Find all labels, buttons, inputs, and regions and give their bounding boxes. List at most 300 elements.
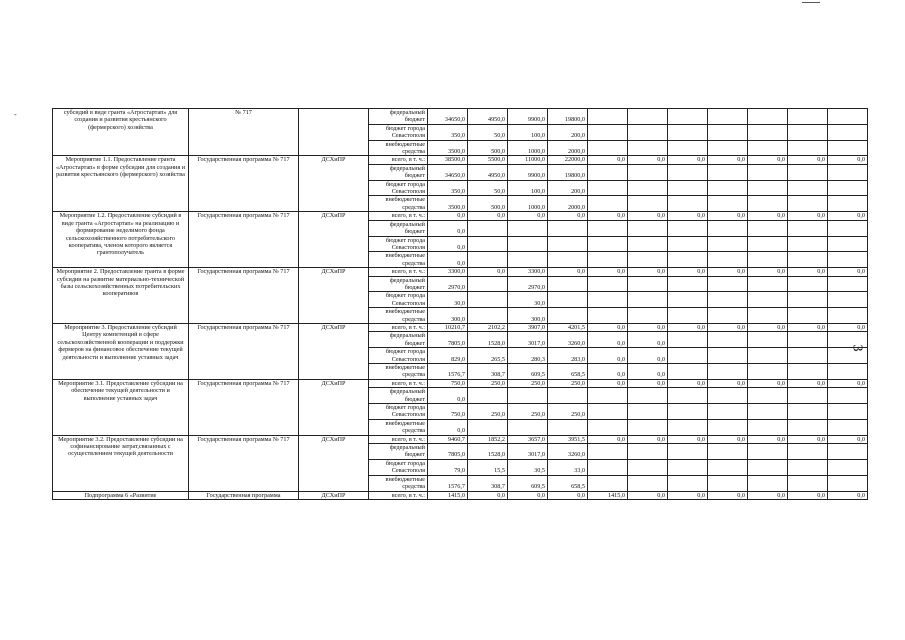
- amount-cell: [748, 475, 788, 491]
- amount-cell: 0,0: [548, 268, 588, 276]
- funding-source-cell: всего, в т. ч.:: [369, 379, 428, 387]
- amount-cell: 0,0: [748, 323, 788, 331]
- amount-cell: [708, 220, 748, 236]
- amount-cell: [468, 220, 508, 236]
- amount-cell: [828, 364, 868, 380]
- amount-cell: [748, 308, 788, 324]
- amount-cell: 0,0: [748, 156, 788, 164]
- funding-source-cell: федеральный бюджет: [369, 109, 428, 125]
- funding-source-cell: всего, в т. ч.:: [369, 435, 428, 443]
- amount-cell: 79,0: [428, 459, 468, 475]
- amount-cell: [468, 308, 508, 324]
- amount-cell: [788, 276, 828, 292]
- amount-cell: 609,5: [508, 364, 548, 380]
- amount-cell: 3300,0: [508, 268, 548, 276]
- amount-cell: [708, 164, 748, 180]
- amount-cell: [588, 180, 628, 196]
- amount-cell: [788, 348, 828, 364]
- amount-cell: 0,0: [748, 268, 788, 276]
- amount-cell: [668, 140, 708, 156]
- amount-cell: [628, 124, 668, 140]
- amount-cell: 0,0: [708, 379, 748, 387]
- activity-name-cell: Мероприятие 3.2. Предоставление субсидии на софинансирование затрат,связанных с осуществлением текущей деятельности: [53, 435, 189, 491]
- table-row: [53, 212, 868, 220]
- amount-cell: [548, 236, 588, 252]
- amount-cell: [828, 332, 868, 348]
- amount-cell: 300,0: [508, 308, 548, 324]
- amount-cell: 10210,7: [428, 323, 468, 331]
- amount-cell: 0,0: [428, 252, 468, 268]
- amount-cell: [828, 276, 868, 292]
- amount-cell: [588, 196, 628, 212]
- amount-cell: [748, 332, 788, 348]
- amount-cell: 350,0: [428, 124, 468, 140]
- amount-cell: 4950,0: [468, 109, 508, 125]
- program-cell: Государственная программа № 717: [189, 212, 299, 268]
- amount-cell: [708, 292, 748, 308]
- amount-cell: 19800,0: [548, 164, 588, 180]
- amount-cell: [668, 332, 708, 348]
- amount-cell: 3260,0: [548, 332, 588, 348]
- amount-cell: [668, 348, 708, 364]
- amount-cell: [748, 348, 788, 364]
- amount-cell: [828, 308, 868, 324]
- amount-cell: 0,0: [828, 323, 868, 331]
- amount-cell: 658,5: [548, 364, 588, 380]
- amount-cell: [788, 444, 828, 460]
- amount-cell: [628, 236, 668, 252]
- amount-cell: [668, 220, 708, 236]
- amount-cell: [828, 252, 868, 268]
- amount-cell: 350,0: [428, 180, 468, 196]
- amount-cell: 0,0: [548, 491, 588, 499]
- amount-cell: 658,5: [548, 475, 588, 491]
- amount-cell: [668, 292, 708, 308]
- amount-cell: [628, 292, 668, 308]
- amount-cell: [788, 196, 828, 212]
- amount-cell: 500,0: [468, 140, 508, 156]
- executor-cell: ДСХиПР: [299, 268, 369, 324]
- amount-cell: [748, 164, 788, 180]
- amount-cell: [708, 124, 748, 140]
- amount-cell: [588, 164, 628, 180]
- executor-cell: [299, 109, 369, 156]
- table-row: [53, 435, 868, 443]
- amount-cell: 0,0: [588, 212, 628, 220]
- funding-source-cell: бюджет города Севастополя: [369, 348, 428, 364]
- amount-cell: 265,5: [468, 348, 508, 364]
- amount-cell: 0,0: [508, 491, 548, 499]
- amount-cell: [468, 388, 508, 404]
- amount-cell: 3300,0: [428, 268, 468, 276]
- corner-mark: [802, 2, 820, 3]
- amount-cell: [788, 332, 828, 348]
- amount-cell: 1576,7: [428, 475, 468, 491]
- amount-cell: 0,0: [428, 419, 468, 435]
- amount-cell: 0,0: [628, 268, 668, 276]
- page-number: 3: [849, 344, 865, 352]
- funding-source-cell: бюджет города Севастополя: [369, 236, 428, 252]
- amount-cell: 200,0: [548, 124, 588, 140]
- amount-cell: [708, 109, 748, 125]
- amount-cell: 250,0: [548, 379, 588, 387]
- program-cell: Государственная программа: [189, 491, 299, 499]
- amount-cell: 0,0: [628, 323, 668, 331]
- funding-source-cell: федеральный бюджет: [369, 276, 428, 292]
- amount-cell: [788, 388, 828, 404]
- amount-cell: 9460,7: [428, 435, 468, 443]
- amount-cell: 0,0: [788, 212, 828, 220]
- amount-cell: 3500,0: [428, 196, 468, 212]
- amount-cell: [588, 292, 628, 308]
- program-cell: Государственная программа № 717: [189, 435, 299, 491]
- amount-cell: [828, 180, 868, 196]
- amount-cell: [828, 388, 868, 404]
- amount-cell: 4950,0: [468, 164, 508, 180]
- amount-cell: [708, 364, 748, 380]
- amount-cell: [668, 419, 708, 435]
- amount-cell: [628, 444, 668, 460]
- amount-cell: 0,0: [628, 156, 668, 164]
- amount-cell: 500,0: [468, 196, 508, 212]
- amount-cell: 3907,0: [508, 323, 548, 331]
- amount-cell: 2000,0: [548, 140, 588, 156]
- amount-cell: [548, 252, 588, 268]
- amount-cell: 30,5: [508, 459, 548, 475]
- amount-cell: 280,3: [508, 348, 548, 364]
- amount-cell: [788, 164, 828, 180]
- amount-cell: [508, 220, 548, 236]
- amount-cell: [708, 475, 748, 491]
- executor-cell: ДСХиПР: [299, 435, 369, 491]
- amount-cell: 0,0: [428, 236, 468, 252]
- amount-cell: [788, 404, 828, 420]
- amount-cell: 3951,5: [548, 435, 588, 443]
- amount-cell: 0,0: [788, 379, 828, 387]
- amount-cell: [588, 308, 628, 324]
- amount-cell: [668, 388, 708, 404]
- amount-cell: [748, 419, 788, 435]
- amount-cell: 0,0: [748, 435, 788, 443]
- amount-cell: [548, 419, 588, 435]
- amount-cell: [668, 404, 708, 420]
- amount-cell: [508, 236, 548, 252]
- executor-cell: ДСХиПР: [299, 212, 369, 268]
- amount-cell: 2970,0: [428, 276, 468, 292]
- amount-cell: 0,0: [708, 268, 748, 276]
- amount-cell: 0,0: [788, 323, 828, 331]
- amount-cell: [668, 124, 708, 140]
- amount-cell: [828, 444, 868, 460]
- amount-cell: [708, 332, 748, 348]
- amount-cell: 0,0: [788, 156, 828, 164]
- amount-cell: [548, 292, 588, 308]
- amount-cell: [708, 308, 748, 324]
- amount-cell: [588, 140, 628, 156]
- amount-cell: [788, 220, 828, 236]
- amount-cell: [668, 180, 708, 196]
- amount-cell: 0,0: [748, 212, 788, 220]
- amount-cell: 30,0: [428, 292, 468, 308]
- amount-cell: [748, 292, 788, 308]
- amount-cell: [708, 140, 748, 156]
- amount-cell: [628, 140, 668, 156]
- amount-cell: 0,0: [468, 268, 508, 276]
- amount-cell: [708, 236, 748, 252]
- amount-cell: 0,0: [468, 491, 508, 499]
- amount-cell: [628, 475, 668, 491]
- amount-cell: [628, 388, 668, 404]
- amount-cell: [628, 220, 668, 236]
- amount-cell: [828, 220, 868, 236]
- amount-cell: [828, 109, 868, 125]
- amount-cell: [828, 475, 868, 491]
- amount-cell: [788, 140, 828, 156]
- amount-cell: 0,0: [588, 348, 628, 364]
- amount-cell: 0,0: [668, 212, 708, 220]
- amount-cell: 34650,0: [428, 109, 468, 125]
- amount-cell: [708, 180, 748, 196]
- amount-cell: [628, 109, 668, 125]
- amount-cell: 0,0: [588, 268, 628, 276]
- amount-cell: [468, 419, 508, 435]
- amount-cell: [628, 308, 668, 324]
- amount-cell: 33,0: [548, 459, 588, 475]
- amount-cell: [588, 124, 628, 140]
- amount-cell: [828, 419, 868, 435]
- amount-cell: 50,0: [468, 180, 508, 196]
- amount-cell: 1852,2: [468, 435, 508, 443]
- amount-cell: 0,0: [628, 435, 668, 443]
- amount-cell: [748, 180, 788, 196]
- funding-source-cell: бюджет города Севастополя: [369, 180, 428, 196]
- funding-source-cell: федеральный бюджет: [369, 444, 428, 460]
- amount-cell: [748, 124, 788, 140]
- amount-cell: 0,0: [428, 220, 468, 236]
- amount-cell: [708, 459, 748, 475]
- amount-cell: [588, 388, 628, 404]
- executor-cell: ДСХиПР: [299, 156, 369, 212]
- amount-cell: 1415,0: [428, 491, 468, 499]
- amount-cell: [748, 388, 788, 404]
- amount-cell: 0,0: [708, 323, 748, 331]
- amount-cell: 3260,0: [548, 444, 588, 460]
- funding-source-cell: внебюджетные средства: [369, 364, 428, 380]
- amount-cell: [628, 164, 668, 180]
- amount-cell: 250,0: [468, 379, 508, 387]
- funding-source-cell: бюджет города Севастополя: [369, 459, 428, 475]
- amount-cell: 0,0: [628, 212, 668, 220]
- amount-cell: 9900,0: [508, 109, 548, 125]
- amount-cell: [588, 404, 628, 420]
- amount-cell: 3017,0: [508, 444, 548, 460]
- activity-name-cell: Мероприятие 3.1. Предоставление субсидии на обеспечение текущей деятельности и выполнение уставных задач: [53, 379, 189, 435]
- funding-source-cell: бюджет города Севастополя: [369, 292, 428, 308]
- amount-cell: [788, 292, 828, 308]
- amount-cell: [828, 196, 868, 212]
- amount-cell: 30,0: [508, 292, 548, 308]
- amount-cell: [628, 459, 668, 475]
- amount-cell: 308,7: [468, 475, 508, 491]
- amount-cell: 34650,0: [428, 164, 468, 180]
- amount-cell: [668, 459, 708, 475]
- amount-cell: 283,0: [548, 348, 588, 364]
- amount-cell: 0,0: [668, 156, 708, 164]
- amount-cell: [668, 308, 708, 324]
- program-cell: № 717: [189, 109, 299, 156]
- amount-cell: 7805,0: [428, 332, 468, 348]
- amount-cell: [828, 459, 868, 475]
- amount-cell: [588, 276, 628, 292]
- amount-cell: 0,0: [708, 212, 748, 220]
- amount-cell: 750,0: [428, 404, 468, 420]
- amount-cell: [788, 475, 828, 491]
- amount-cell: 7805,0: [428, 444, 468, 460]
- table-row: [53, 323, 868, 331]
- table-row: [53, 109, 868, 125]
- amount-cell: [708, 404, 748, 420]
- funding-source-cell: федеральный бюджет: [369, 220, 428, 236]
- amount-cell: [748, 276, 788, 292]
- amount-cell: [788, 459, 828, 475]
- amount-cell: [668, 109, 708, 125]
- funding-source-cell: федеральный бюджет: [369, 388, 428, 404]
- amount-cell: [748, 444, 788, 460]
- funding-source-cell: внебюджетные средства: [369, 475, 428, 491]
- amount-cell: 1000,0: [508, 140, 548, 156]
- amount-cell: 0,0: [588, 323, 628, 331]
- amount-cell: [548, 276, 588, 292]
- table-body: [53, 109, 868, 500]
- amount-cell: 0,0: [548, 212, 588, 220]
- activity-name-cell: субсидий в виде гранта «Агростартап» для создания и развития крестьянского (фермерского) хозяйства: [53, 109, 189, 156]
- amount-cell: [588, 419, 628, 435]
- funding-source-cell: внебюджетные средства: [369, 308, 428, 324]
- edge-mark: -: [14, 110, 17, 119]
- program-cell: Государственная программа № 717: [189, 156, 299, 212]
- amount-cell: 1576,7: [428, 364, 468, 380]
- amount-cell: [668, 276, 708, 292]
- amount-cell: [668, 196, 708, 212]
- amount-cell: 0,0: [708, 435, 748, 443]
- funding-source-cell: всего, в т. ч.:: [369, 156, 428, 164]
- funding-source-cell: внебюджетные средства: [369, 252, 428, 268]
- amount-cell: [828, 404, 868, 420]
- amount-cell: 0,0: [628, 332, 668, 348]
- amount-cell: 308,7: [468, 364, 508, 380]
- amount-cell: 100,0: [508, 124, 548, 140]
- funding-source-cell: всего, в т. ч.:: [369, 212, 428, 220]
- amount-cell: 5500,0: [468, 156, 508, 164]
- amount-cell: [628, 252, 668, 268]
- amount-cell: [788, 364, 828, 380]
- funding-source-cell: всего, в т. ч.:: [369, 323, 428, 331]
- amount-cell: 0,0: [748, 491, 788, 499]
- amount-cell: 250,0: [468, 404, 508, 420]
- amount-cell: [588, 220, 628, 236]
- amount-cell: 0,0: [668, 323, 708, 331]
- amount-cell: [708, 388, 748, 404]
- amount-cell: [668, 252, 708, 268]
- program-cell: Государственная программа № 717: [189, 323, 299, 379]
- program-cell: Государственная программа № 717: [189, 379, 299, 435]
- amount-cell: 300,0: [428, 308, 468, 324]
- amount-cell: [828, 124, 868, 140]
- funding-source-cell: бюджет города Севастополя: [369, 404, 428, 420]
- amount-cell: [748, 404, 788, 420]
- amount-cell: [788, 109, 828, 125]
- amount-cell: [748, 140, 788, 156]
- amount-cell: 0,0: [708, 491, 748, 499]
- amount-cell: 0,0: [628, 364, 668, 380]
- amount-cell: [788, 180, 828, 196]
- amount-cell: [828, 292, 868, 308]
- activity-name-cell: Мероприятие 3. Предоставление субсидий Центру компетенций в сфере сельскохозяйственной кооперации и поддержки фермеров на финансовое обеспечение текущей деятельности и выполнение уставных задач: [53, 323, 189, 379]
- funding-source-cell: внебюджетные средства: [369, 196, 428, 212]
- amount-cell: [708, 444, 748, 460]
- amount-cell: 0,0: [668, 491, 708, 499]
- amount-cell: 3500,0: [428, 140, 468, 156]
- funding-source-cell: федеральный бюджет: [369, 164, 428, 180]
- amount-cell: [708, 252, 748, 268]
- amount-cell: 2102,2: [468, 323, 508, 331]
- amount-cell: 0,0: [668, 268, 708, 276]
- amount-cell: 829,0: [428, 348, 468, 364]
- executor-cell: ДСХиПР: [299, 379, 369, 435]
- amount-cell: 38500,0: [428, 156, 468, 164]
- amount-cell: 0,0: [588, 156, 628, 164]
- amount-cell: [508, 419, 548, 435]
- amount-cell: 15,5: [468, 459, 508, 475]
- funding-source-cell: всего, в т. ч.:: [369, 268, 428, 276]
- amount-cell: 0,0: [828, 379, 868, 387]
- amount-cell: [708, 348, 748, 364]
- amount-cell: [748, 220, 788, 236]
- amount-cell: 0,0: [788, 435, 828, 443]
- amount-cell: [668, 364, 708, 380]
- table-row: [53, 379, 868, 387]
- budget-table: [52, 108, 868, 500]
- amount-cell: [748, 109, 788, 125]
- amount-cell: [628, 404, 668, 420]
- amount-cell: 11000,0: [508, 156, 548, 164]
- amount-cell: [788, 308, 828, 324]
- amount-cell: [468, 292, 508, 308]
- amount-cell: [588, 475, 628, 491]
- amount-cell: [588, 252, 628, 268]
- amount-cell: 250,0: [508, 379, 548, 387]
- amount-cell: 750,0: [428, 379, 468, 387]
- amount-cell: 0,0: [588, 435, 628, 443]
- amount-cell: [588, 236, 628, 252]
- amount-cell: [548, 308, 588, 324]
- amount-cell: 0,0: [788, 491, 828, 499]
- amount-cell: 50,0: [468, 124, 508, 140]
- amount-cell: 0,0: [628, 348, 668, 364]
- amount-cell: 1528,0: [468, 332, 508, 348]
- amount-cell: [748, 236, 788, 252]
- program-cell: Государственная программа № 717: [189, 268, 299, 324]
- funding-source-cell: всего, в т. ч.:: [369, 491, 428, 499]
- table-row: [53, 268, 868, 276]
- amount-cell: 100,0: [508, 180, 548, 196]
- amount-cell: [668, 475, 708, 491]
- amount-cell: [468, 236, 508, 252]
- amount-cell: 250,0: [548, 404, 588, 420]
- funding-source-cell: внебюджетные средства: [369, 140, 428, 156]
- amount-cell: 0,0: [788, 268, 828, 276]
- activity-name-cell: Мероприятие 1.2. Предоставление субсидий в виде гранта «Агростартап» на реализацию и формирование неделимого фонда сельскохозяйственного потребительского кооператива, членом которого является грантополучатель: [53, 212, 189, 268]
